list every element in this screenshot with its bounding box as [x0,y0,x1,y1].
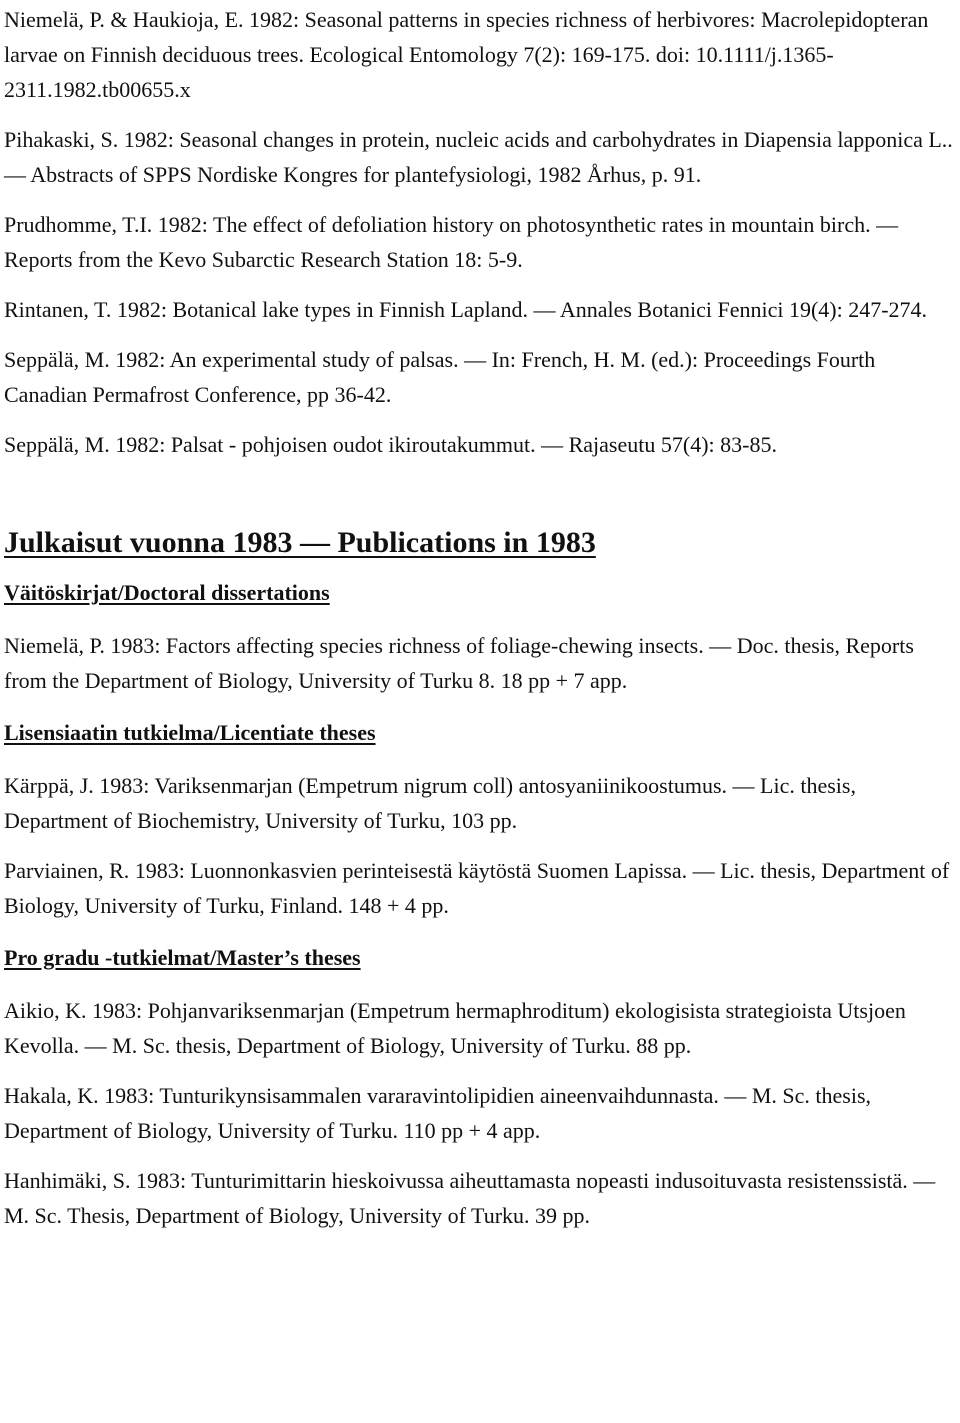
reference-entry: Niemelä, P. & Haukioja, E. 1982: Seasonal patterns in species richness of herbivores: Macrolepidopteran larvae on Finnish deciduous trees. Ecological Entomology 7(2): 169-175. doi: 10.1111/j.1365-2311.1982.tb00655.x [4,7,929,102]
reference-entry: Hakala, K. 1983: Tunturikynsisammalen vararavintolipidien aineenvaihdunnasta. — M. Sc. thesis, Department of Biology, University of Turku. 110 pp + 4 app. [4,1083,872,1143]
reference-entry: Parviainen, R. 1983: Luonnonkasvien perinteisestä käytöstä Suomen Lapissa. — Lic. thesis, Department of Biology, University of Turku, Finland. 148 + 4 pp. [4,858,950,918]
reference-entry: Seppälä, M. 1982: Palsat - pohjoisen oudot ikiroutakummut. — Rajaseutu 57(4): 83-85. [4,432,777,457]
reference-entry: Seppälä, M. 1982: An experimental study of palsas. — In: French, H. M. (ed.): Proceedings Fourth Canadian Permafrost Conference, pp 36-42. [4,347,876,407]
reference-entry: Rintanen, T. 1982: Botanical lake types in Finnish Lapland. — Annales Botanici Fennici 19(4): 247-274. [4,297,928,322]
section-title: Julkaisut vuonna 1983 — Publications in 1983 [4,526,596,559]
masters-heading: Pro gradu -tutkielmat/Master’s theses [4,945,361,970]
reference-entry: Hanhimäki, S. 1983: Tunturimittarin hieskoivussa aiheuttamasta nopeasti indusoituvasta resistenssistä. — M. Sc. Thesis, Department of Biology, University of Turku. 39 pp. [4,1168,936,1228]
document-page [4,0,958,1233]
reference-entry: Kärppä, J. 1983: Variksenmarjan (Empetrum nigrum coll) antosyaniinikoostumus. — Lic. thesis, Department of Biochemistry, University of Turku, 103 pp. [4,773,856,833]
reference-entry: Prudhomme, T.I. 1982: The effect of defoliation history on photosynthetic rates in mountain birch. — Reports from the Kevo Subarctic Research Station 18: 5-9. [4,212,899,272]
reference-entry: Niemelä, P. 1983: Factors affecting species richness of foliage-chewing insects. — Doc. thesis, Reports from the Department of Biology, University of Turku 8. 18 pp + 7 app. [4,633,914,693]
reference-entry: Aikio, K. 1983: Pohjanvariksenmarjan (Empetrum hermaphroditum) ekologisista strategioista Utsjoen Kevolla. — M. Sc. thesis, Department of Biology, University of Turku. 88 pp. [4,998,906,1058]
reference-entry: Pihakaski, S. 1982: Seasonal changes in protein, nucleic acids and carbohydrates in Diapensia lapponica L.. — Abstracts of SPPS Nordiske Kongres for plantefysiologi, 1982 Århus, p. 91. [4,127,953,187]
doctoral-heading: Väitöskirjat/Doctoral dissertations [4,580,330,605]
licentiate-heading: Lisensiaatin tutkielma/Licentiate theses [4,720,376,745]
